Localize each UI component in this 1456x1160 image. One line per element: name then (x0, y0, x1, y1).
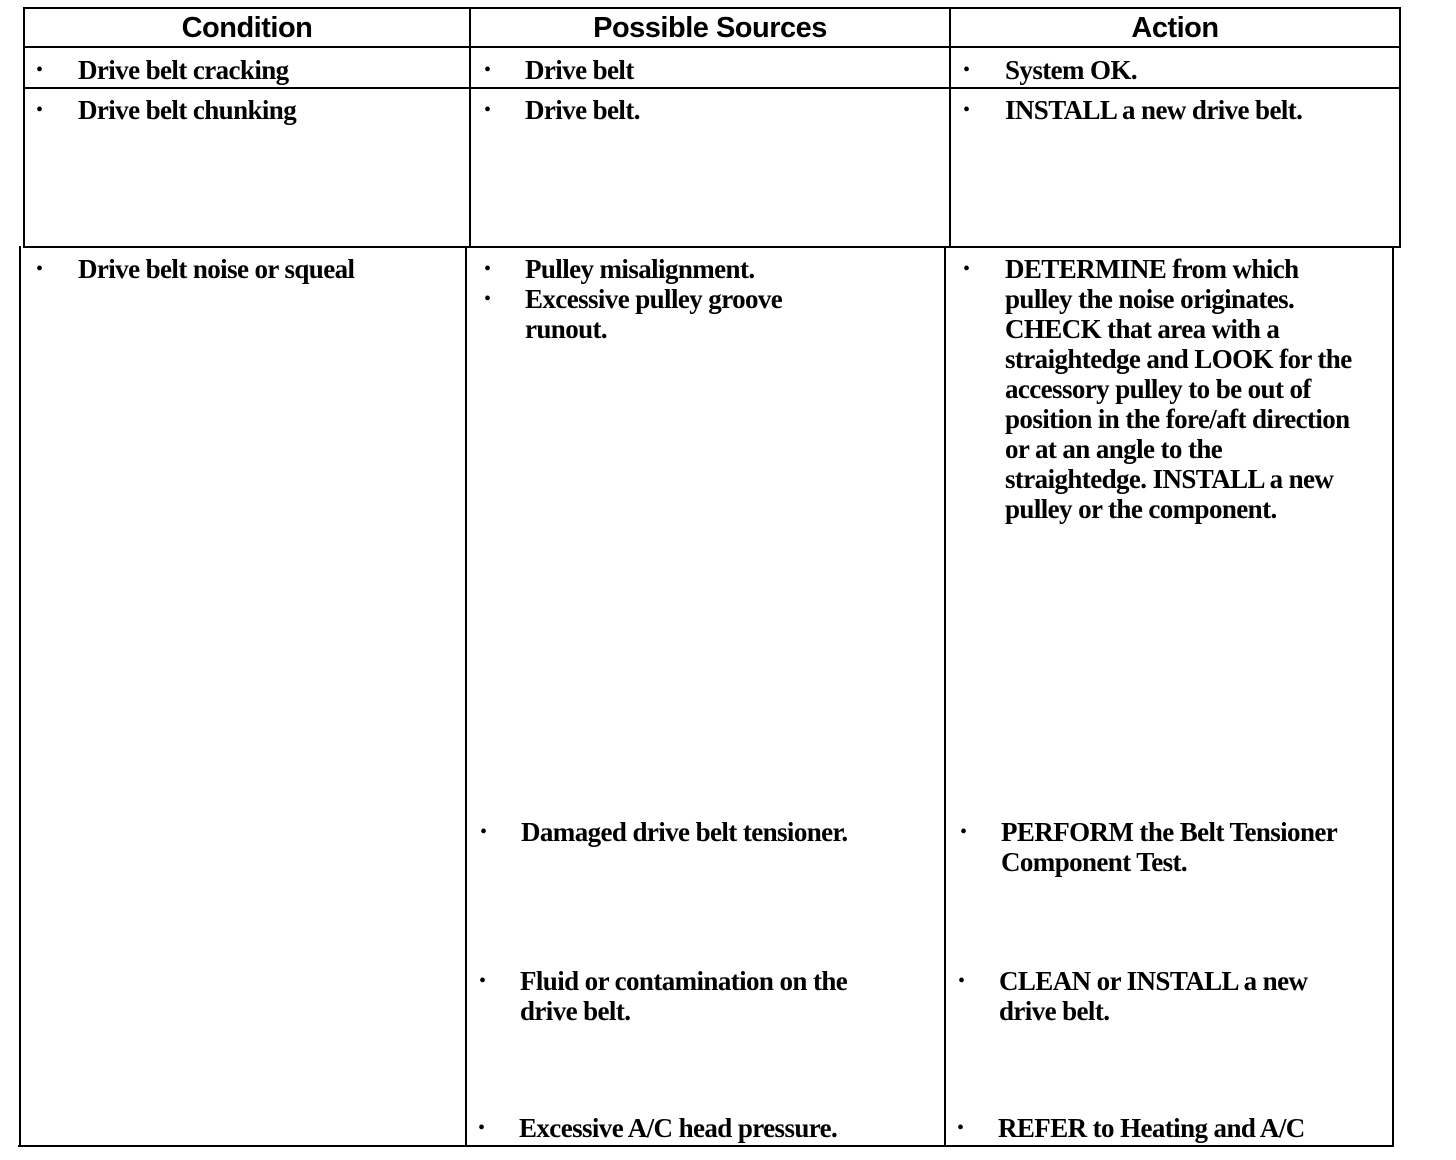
condition-text: Drive belt cracking (78, 55, 289, 85)
source-text: Fluid or contamination on the drive belt. (520, 966, 848, 1026)
table-border-left-lower (19, 246, 21, 1147)
bullet-icon: • (484, 99, 492, 121)
header-condition: Condition (181, 12, 313, 44)
bullet-icon: • (36, 99, 44, 121)
bullet-icon: • (478, 1117, 486, 1139)
bullet-icon: • (960, 821, 968, 843)
action-text: DETERMINE from which pulley the noise originates. CHECK that area with a straightedge and LOOK for the accessory pulley to be out of position in the fore/aft direction or at an angle to the straightedge. INSTALL a new pulley or the component. (1005, 254, 1352, 524)
source-text: Drive belt. (525, 95, 640, 125)
source-text: Excessive pulley groove runout. (525, 284, 783, 344)
bullet-icon: • (484, 59, 492, 81)
action-text: PERFORM the Belt Tensioner Component Test. (1001, 817, 1338, 877)
source-text: Drive belt (525, 55, 634, 85)
bullet-icon: • (480, 821, 488, 843)
bullet-icon: • (957, 1117, 965, 1139)
bullet-icon: • (479, 970, 487, 992)
action-text: INSTALL a new drive belt. (1005, 95, 1303, 125)
condition-text: Drive belt noise or squeal (78, 254, 355, 284)
bullet-icon: • (36, 258, 44, 280)
bullet-icon: • (958, 970, 966, 992)
header-possible-sources: Possible Sources (593, 12, 827, 44)
action-text: CLEAN or INSTALL a new drive belt. (999, 966, 1308, 1026)
table-border-right-upper (1399, 7, 1401, 248)
action-text: System OK. (1005, 55, 1137, 85)
bullet-icon: • (484, 288, 492, 310)
condition-text: Drive belt chunking (78, 95, 297, 125)
bullet-icon: • (963, 258, 971, 280)
source-text: Damaged drive belt tensioner. (521, 817, 848, 847)
bullet-icon: • (36, 59, 44, 81)
source-text: Pulley misalignment. (525, 254, 755, 284)
action-text: REFER to Heating and A/C (998, 1113, 1305, 1143)
bullet-icon: • (963, 99, 971, 121)
bullet-icon: • (484, 258, 492, 280)
column-divider-2-lower (944, 246, 946, 1147)
table-border-bottom (18, 1145, 1394, 1147)
bullet-icon: • (963, 59, 971, 81)
header-action: Action (1131, 12, 1219, 44)
row-divider-2 (23, 246, 1401, 248)
column-divider-1-lower (465, 246, 467, 1147)
row-divider-1 (23, 87, 1401, 89)
source-text: Excessive A/C head pressure. (519, 1113, 838, 1143)
